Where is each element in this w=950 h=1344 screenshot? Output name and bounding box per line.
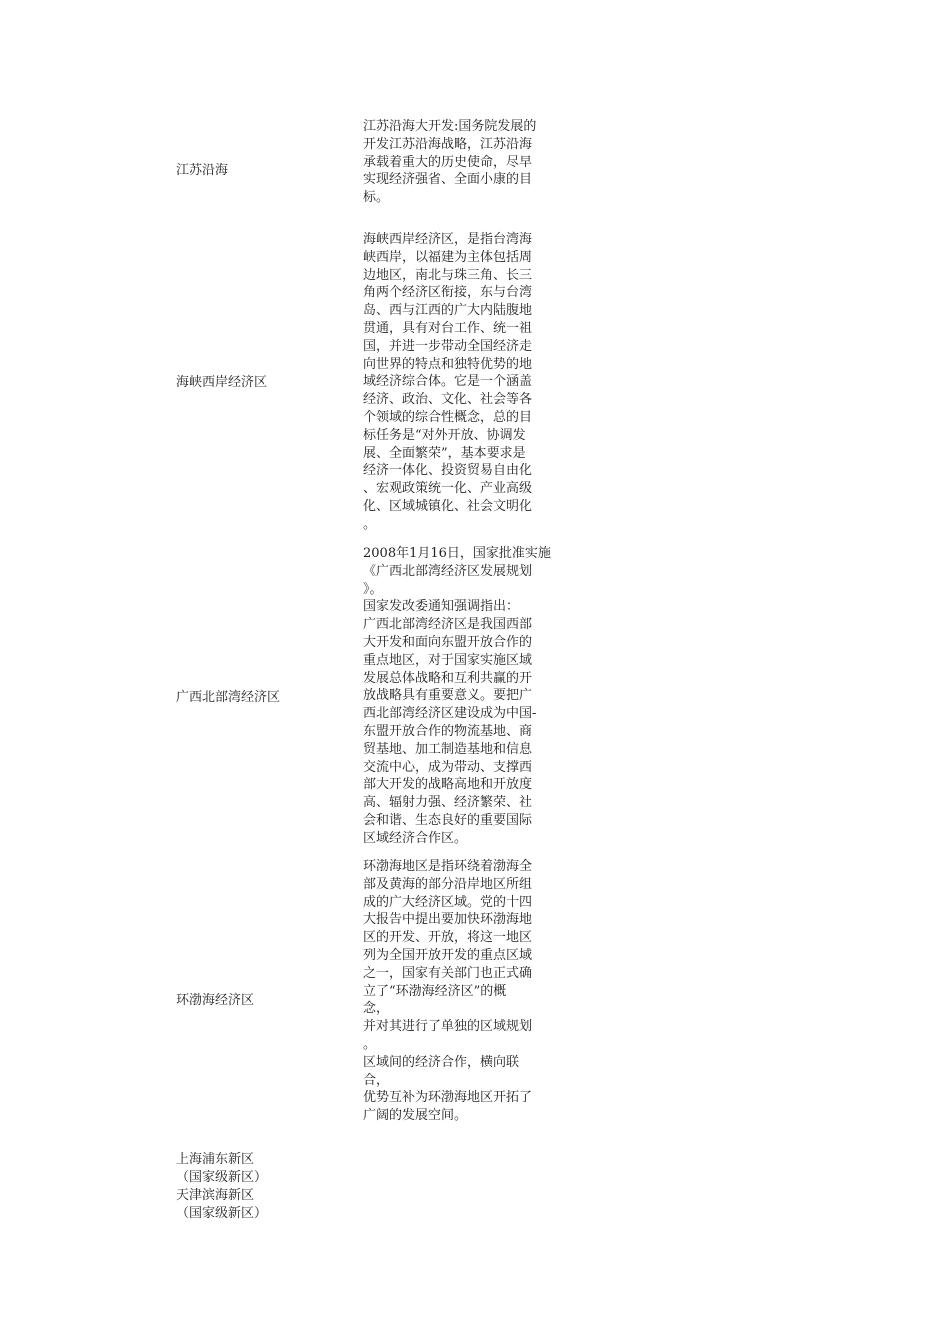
desc-line: 展、全面繁荣”，基本要求是 — [363, 445, 526, 461]
region-desc-haixia — [363, 231, 563, 534]
desc-line: 部大开发的战略高地和开放度 — [363, 777, 533, 793]
desc-line: 国家发改委通知强调指出： — [363, 599, 520, 615]
desc-line: 部及黄海的部分沿岸地区所组 — [363, 876, 533, 892]
region-desc-jiangsu — [363, 118, 563, 207]
desc-line: 会和谐、生态良好的重要国际 — [363, 812, 533, 828]
desc-line: 贸基地、加工制造基地和信息 — [363, 741, 533, 757]
desc-line: 放战略具有重要意义。要把广 — [363, 688, 533, 704]
desc-line: 之一，国家有关部门也正式确 — [363, 965, 533, 981]
desc-line: 合， — [363, 1072, 390, 1088]
desc-line: 开发江苏沿海战略，江苏沿海 — [363, 136, 533, 152]
region-label-beibuwan: 广西北部湾经济区 — [176, 690, 281, 705]
new-area-pudong: 上海浦东新区 — [176, 1152, 255, 1167]
new-area-note: （国家级新区） — [176, 1170, 268, 1185]
desc-line: 个领域的综合性概念，总的目 — [363, 409, 533, 425]
desc-line: 边地区，南北与珠三角、长三 — [363, 267, 533, 283]
region-label-huanbohai: 环渤海经济区 — [176, 993, 255, 1008]
desc-line: 念， — [363, 1001, 390, 1017]
region-label-jiangsu: 江苏沿海 — [176, 163, 229, 178]
desc-line: 高、辐射力强、经济繁荣、社 — [363, 795, 533, 811]
desc-line: 广阔的发展空间。 — [363, 1108, 468, 1124]
desc-line: 优势互补为环渤海地区开拓了 — [363, 1090, 533, 1106]
new-area-note: （国家级新区） — [176, 1206, 268, 1221]
desc-line: 经济、政治、文化、社会等各 — [363, 392, 533, 408]
desc-line: 国，并进一步带动全国经济走 — [363, 338, 533, 354]
desc-line: 区的开发、开放，将这一地区 — [363, 930, 533, 946]
desc-line: 东盟开放合作的物流基地、商 — [363, 723, 533, 739]
desc-line: 《广西北部湾经济区发展规划 — [363, 563, 533, 579]
desc-line: 列为全国开放开发的重点区域 — [363, 947, 533, 963]
desc-line: 》。 — [363, 581, 383, 597]
desc-line: 并对其进行了单独的区域规划 — [363, 1019, 533, 1035]
desc-line: 贯通，具有对台工作、统一祖 — [363, 320, 533, 336]
desc-line: 。 — [363, 516, 377, 532]
desc-line: 标任务是“对外开放、协调发 — [363, 427, 526, 443]
desc-line: 经济一体化、投资贸易自由化 — [363, 463, 533, 479]
desc-line: 区域间的经济合作，横向联 — [363, 1054, 520, 1070]
desc-line: 立了“环渤海经济区”的概 — [363, 983, 507, 999]
desc-line: 化、区域城镇化、社会文明化 — [363, 498, 533, 514]
desc-line: 、宏观政策统一化、产业高级 — [363, 481, 533, 497]
desc-line: 大开发和面向东盟开放合作的 — [363, 634, 533, 650]
desc-line: 承载着重大的历史使命，尽早 — [363, 154, 533, 170]
new-area-binhai: 天津滨海新区 — [176, 1188, 255, 1203]
desc-line: 西北部湾经济区建设成为中国- — [363, 706, 537, 722]
desc-line: 向世界的特点和独特优势的地 — [363, 356, 533, 372]
new-areas-list — [176, 1151, 376, 1223]
desc-line: 2008年1月16日，国家批准实施 — [363, 546, 551, 561]
desc-line: 角两个经济区衔接，东与台湾 — [363, 285, 533, 301]
desc-line: 峡西岸，以福建为主体包括周 — [363, 249, 533, 265]
desc-line: 广西北部湾经济区是我国西部 — [363, 617, 533, 633]
region-label-haixia: 海峡西岸经济区 — [176, 375, 268, 390]
region-desc-beibuwan — [363, 545, 563, 848]
desc-line: 成的广大经济区域。党的十四 — [363, 894, 533, 910]
desc-line: 发展总体战略和互利共赢的开 — [363, 670, 533, 686]
desc-line: 大报告中提出要加快环渤海地 — [363, 912, 533, 928]
desc-line: 海峡西岸经济区，是指台湾海 — [363, 232, 533, 247]
desc-line: 域经济综合体。它是一个涵盖 — [363, 374, 533, 390]
desc-line: 交流中心，成为带动、支撑西 — [363, 759, 533, 775]
region-desc-huanbohai — [363, 858, 563, 1125]
desc-line: 重点地区，对于国家实施区域 — [363, 652, 533, 668]
desc-line: 江苏沿海大开发:国务院发展的 — [363, 119, 537, 134]
desc-line: 岛、西与江西的广大内陆腹地 — [363, 303, 533, 319]
desc-line: 标。 — [363, 190, 390, 206]
desc-line: 。 — [363, 1036, 377, 1052]
desc-line: 区域经济合作区。 — [363, 830, 468, 846]
desc-line: 环渤海地区是指环绕着渤海全 — [363, 859, 533, 874]
desc-line: 实现经济强省、全面小康的目 — [363, 172, 533, 188]
